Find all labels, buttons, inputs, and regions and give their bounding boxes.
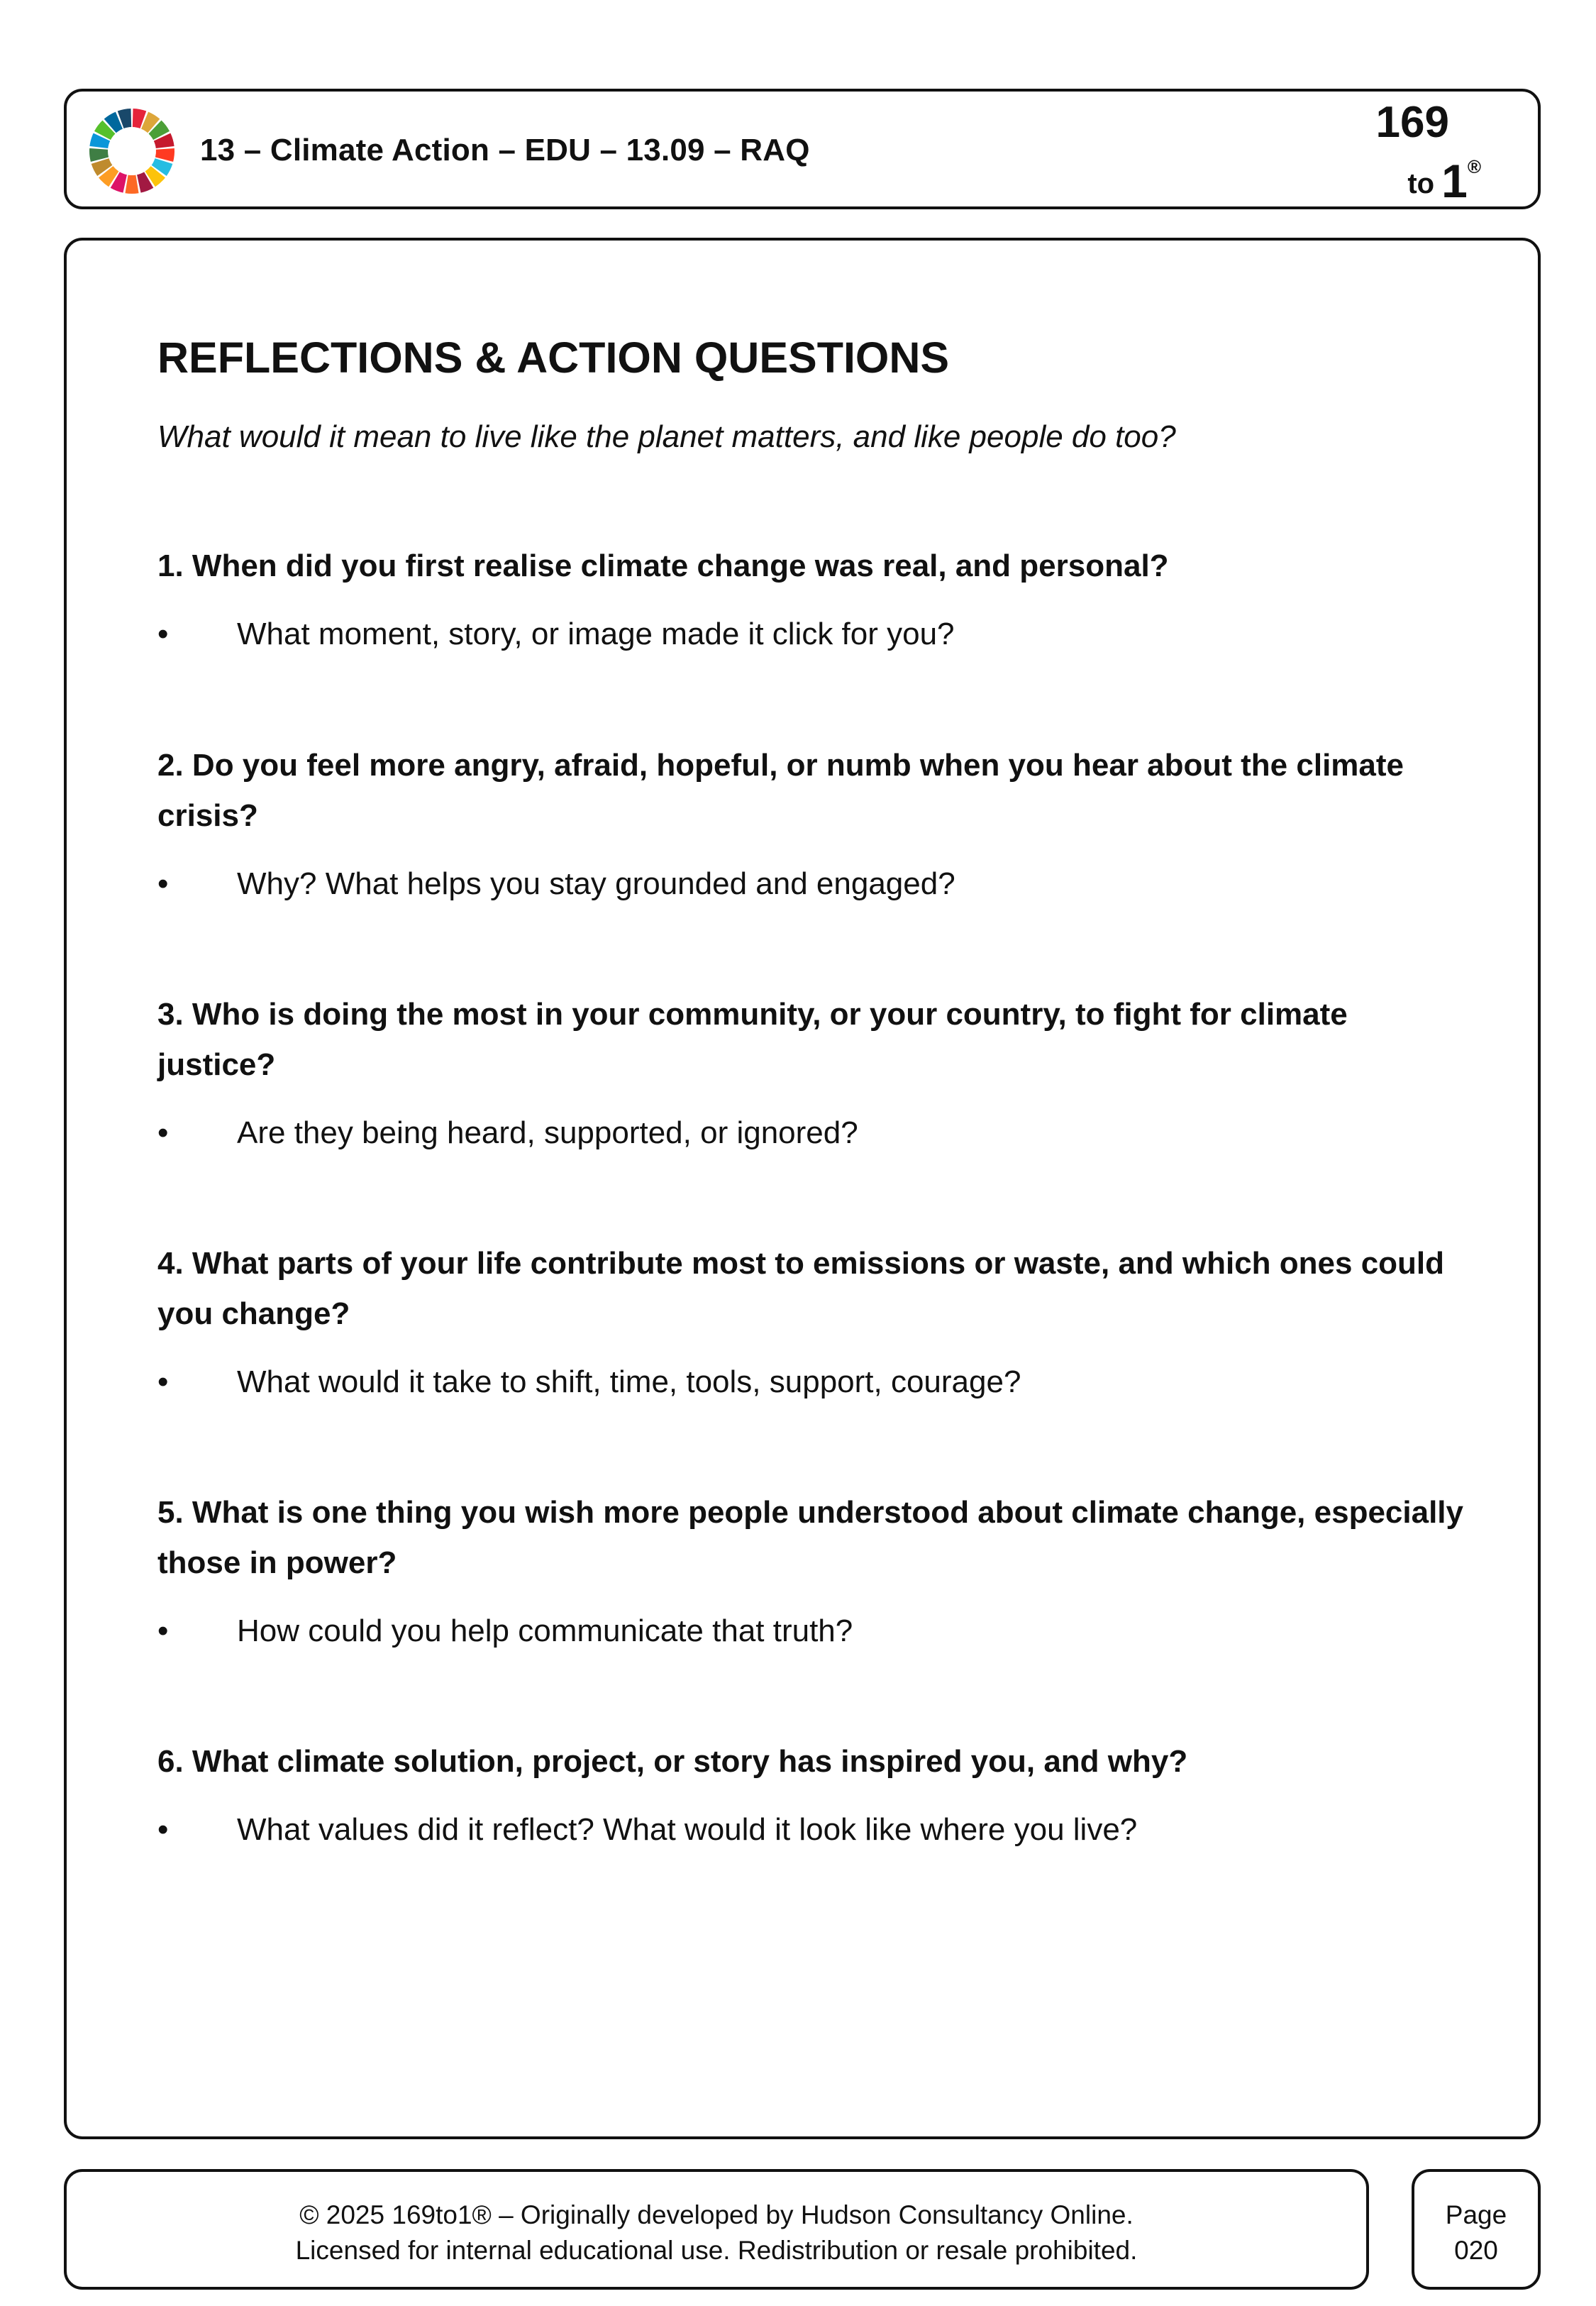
content-panel	[64, 238, 1541, 2139]
question-list	[157, 541, 1470, 1850]
section-subtitle: What would it mean to live like the planet matters, and like people do too?	[157, 419, 1176, 455]
bullet-dot: •	[157, 866, 169, 901]
footer-copyright: © 2025 169to1® – Originally developed by Hudson Consultancy Online.	[299, 2200, 1134, 2229]
page-label: Page	[1445, 2200, 1507, 2229]
brand-number: 169	[1375, 98, 1449, 147]
page-number: 020	[1454, 2236, 1498, 2265]
bullet-dot: •	[157, 1364, 169, 1399]
question-text: 6. What climate solution, project, or story has inspired you, and why?	[157, 1744, 1188, 1780]
question-bullet	[157, 614, 1470, 654]
question-bullet	[157, 1809, 1470, 1850]
bullet-dot: •	[157, 1115, 169, 1150]
question-text: 5. What is one thing you wish more people understood about climate change, especially those in power?	[157, 1495, 1463, 1581]
question-bullet	[157, 1113, 1470, 1153]
question-item	[157, 1736, 1470, 1850]
question-bullet	[157, 1611, 1470, 1651]
footer-license-terms: Licensed for internal educational use. Redistribution or resale prohibited.	[295, 2236, 1138, 2265]
question-item	[157, 740, 1470, 904]
question-bullet	[157, 1362, 1470, 1402]
brand-to: to	[1407, 168, 1435, 199]
bullet-text: What values did it reflect? What would it look like where you live?	[237, 1812, 1138, 1848]
bullet-dot: •	[157, 617, 169, 652]
question-item	[157, 1487, 1470, 1651]
wheel-segment	[125, 175, 138, 194]
bullet-text: What would it take to shift, time, tools, support, courage?	[237, 1364, 1021, 1399]
footer-license	[64, 2169, 1369, 2290]
document-header	[64, 89, 1541, 209]
sdg-wheel-icon	[88, 107, 176, 195]
question-text: 2. Do you feel more angry, afraid, hopeful, or numb when you hear about the climate crisis?	[157, 747, 1404, 833]
question-bullet	[157, 864, 1470, 904]
document-code: 13 – Climate Action – EDU – 13.09 – RAQ	[200, 133, 810, 167]
question-item	[157, 1238, 1470, 1402]
question-item	[157, 989, 1470, 1153]
section-title: REFLECTIONS & ACTION QUESTIONS	[157, 333, 950, 382]
bullet-dot: •	[157, 1613, 169, 1649]
question-text: 4. What parts of your life contribute most to emissions or waste, and which ones could you change?	[157, 1245, 1445, 1331]
brand-suffix	[1407, 154, 1481, 208]
question-item	[157, 541, 1470, 654]
bullet-text: How could you help communicate that truth?	[237, 1613, 853, 1649]
bullet-text: Why? What helps you stay grounded and engaged?	[237, 866, 955, 901]
brand-registered-mark: ®	[1467, 156, 1481, 177]
bullet-text: Are they being heard, supported, or ignored?	[237, 1115, 858, 1150]
page-number-box	[1412, 2169, 1541, 2290]
bullet-dot: •	[157, 1812, 169, 1848]
question-text: 3. Who is doing the most in your community, or your country, to fight for climate justice?	[157, 996, 1348, 1082]
brand-one: 1	[1441, 155, 1468, 207]
bullet-text: What moment, story, or image made it click for you?	[237, 617, 955, 652]
question-text: 1. When did you first realise climate change was real, and personal?	[157, 548, 1169, 584]
